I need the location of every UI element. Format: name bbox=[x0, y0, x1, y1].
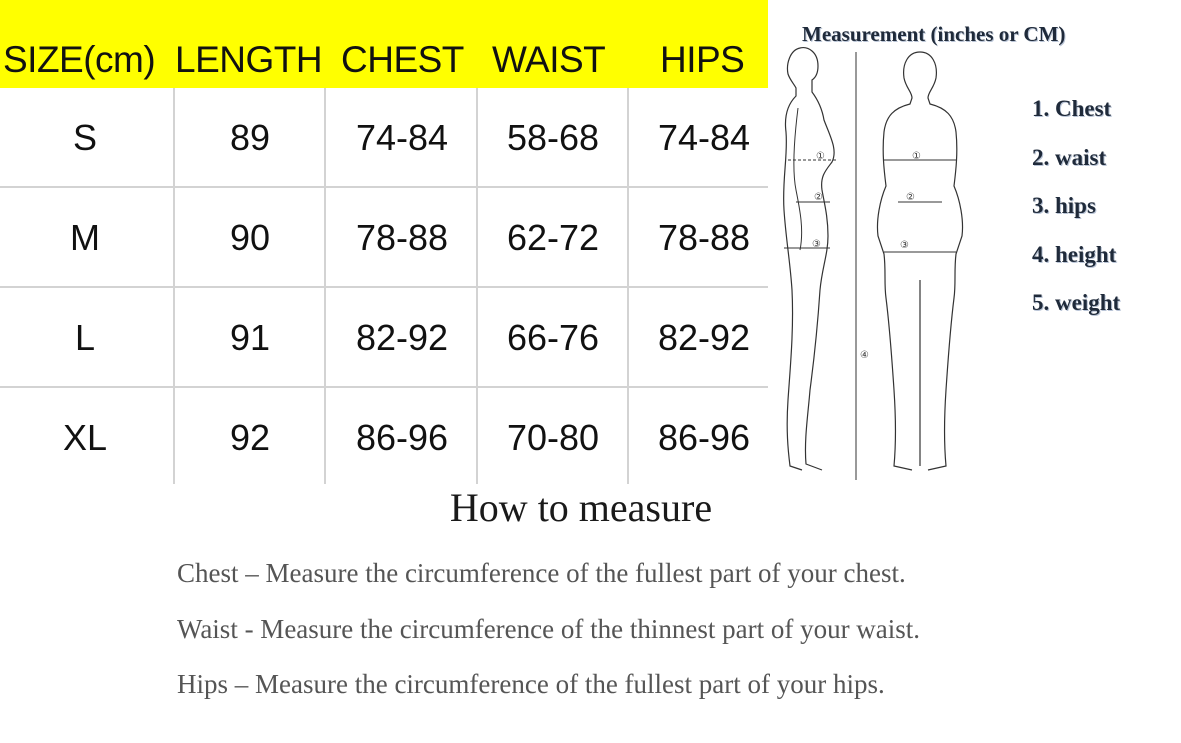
legend-item: 3. hips bbox=[1032, 193, 1096, 218]
table-row bbox=[0, 88, 768, 188]
cell-hips: 82-92 bbox=[657, 317, 751, 358]
instruction-waist: Waist - Measure the circumference of the thinnest part of your waist. bbox=[177, 614, 921, 644]
size-chart-table bbox=[0, 0, 768, 484]
cell-size: XL bbox=[62, 417, 108, 458]
cell-length: 90 bbox=[229, 217, 271, 258]
legend-item: 5. weight bbox=[1032, 290, 1121, 315]
instruction-hips: Hips – Measure the circumference of the fullest part of your hips. bbox=[177, 669, 885, 699]
marker-3-back: ③ bbox=[900, 240, 909, 251]
cell-length: 92 bbox=[229, 417, 271, 458]
cell-hips: 86-96 bbox=[657, 417, 751, 458]
marker-2-back: ② bbox=[906, 192, 915, 203]
body-measurement-diagram bbox=[778, 40, 978, 480]
cell-size: S bbox=[72, 117, 97, 158]
cell-hips: 74-84 bbox=[657, 117, 751, 158]
cell-chest: 74-84 bbox=[355, 117, 449, 158]
table-row bbox=[0, 388, 768, 488]
legend-item: 1. Chest bbox=[1032, 96, 1112, 121]
cell-waist: 62-72 bbox=[506, 217, 600, 258]
instruction-chest: Chest – Measure the circumference of the fullest part of your chest. bbox=[177, 558, 906, 588]
figure-title: Measurement (inches or CM) bbox=[802, 22, 1066, 46]
measurement-legend bbox=[1032, 96, 1120, 339]
cell-chest: 86-96 bbox=[355, 417, 449, 458]
header-waist: WAIST bbox=[492, 39, 606, 80]
how-to-measure-title: How to measure bbox=[449, 485, 713, 530]
header-size: SIZE(cm) bbox=[3, 39, 156, 80]
side-arm bbox=[794, 108, 802, 250]
cell-waist: 66-76 bbox=[506, 317, 600, 358]
table-header-row bbox=[0, 0, 768, 88]
cell-size: M bbox=[70, 217, 100, 258]
side-profile-figure bbox=[784, 48, 835, 470]
marker-4: ④ bbox=[860, 350, 869, 361]
header-chest: CHEST bbox=[341, 39, 464, 80]
marker-2: ② bbox=[814, 192, 823, 203]
cell-length: 89 bbox=[229, 117, 271, 158]
cell-waist: 70-80 bbox=[506, 417, 600, 458]
cell-waist: 58-68 bbox=[506, 117, 600, 158]
legend-item: 4. height bbox=[1032, 241, 1117, 267]
legend-item: 2. waist bbox=[1032, 144, 1107, 170]
header-length: LENGTH bbox=[175, 39, 323, 80]
cell-hips: 78-88 bbox=[657, 217, 751, 258]
back-view-figure bbox=[877, 52, 962, 470]
marker-3: ③ bbox=[812, 239, 821, 250]
cell-chest: 78-88 bbox=[355, 217, 449, 258]
marker-1-back: ① bbox=[912, 151, 921, 162]
table-row bbox=[0, 188, 768, 288]
header-hips: HIPS bbox=[660, 39, 745, 80]
cell-chest: 82-92 bbox=[355, 317, 449, 358]
table-row bbox=[0, 288, 768, 388]
cell-length: 91 bbox=[229, 317, 271, 358]
marker-1: ① bbox=[816, 151, 825, 162]
cell-size: L bbox=[74, 317, 96, 358]
